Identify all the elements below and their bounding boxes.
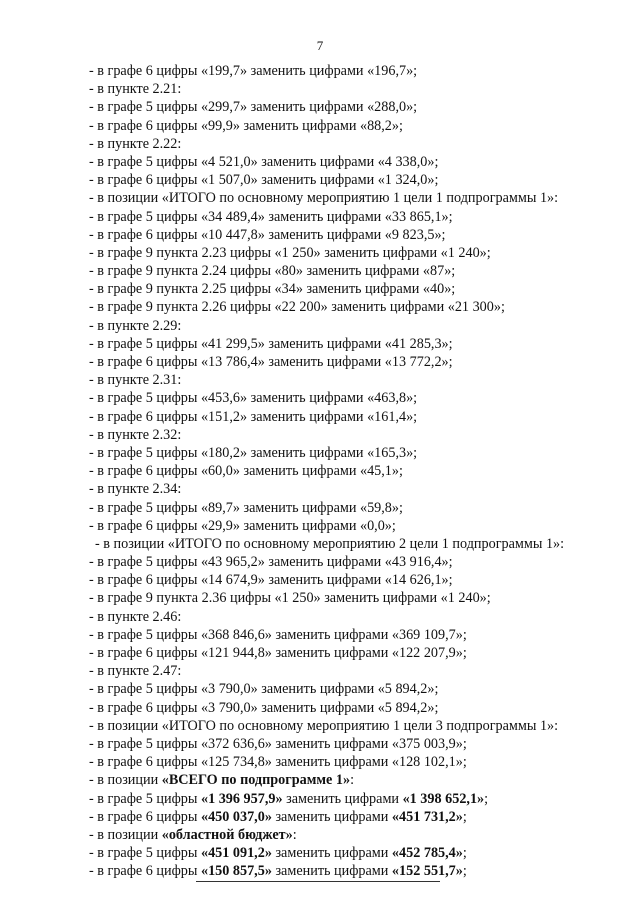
line-text: - в позиции «ИТОГО по основному мероприятию 1 цели 1 подпрограммы 1»: — [89, 190, 559, 207]
line-text: - в графе 6 цифры «14 674,9» заменить цифрами «14 626,1»; — [89, 572, 453, 589]
line-text: - в графе 6 цифры «199,7» заменить цифрами «196,7»; — [89, 63, 418, 79]
bold-figure: «ВСЕГО по подпрограмме 1» — [161, 772, 351, 789]
line-text: - в графе 6 цифры «60,0» заменить цифрами «45,1»; — [89, 463, 403, 480]
line-text: ; — [462, 845, 467, 862]
line-text: - в графе 6 цифры — [89, 808, 201, 825]
line-text: : — [350, 772, 355, 789]
line-text: - в позиции — [89, 826, 162, 843]
amendment-line — [89, 444, 599, 462]
line-text: - в графе 6 цифры «13 786,4» заменить цифрами «13 772,2»; — [89, 354, 453, 370]
bold-figure: «1 398 652,1» — [402, 790, 485, 807]
bold-figure: «152 551,7» — [391, 863, 463, 880]
amendment-line — [89, 208, 599, 226]
amendment-line — [89, 699, 599, 717]
line-text: - в графе 5 цифры «41 299,5» заменить цифрами «41 285,3»; — [89, 335, 453, 352]
line-text: - в графе 9 пункта 2.23 цифры «1 250» заменить цифрами «1 240»; — [89, 244, 491, 261]
line-text: - в графе 6 цифры «10 447,8» заменить цифрами «9 823,5»; — [89, 226, 446, 243]
amendment-line — [89, 499, 599, 517]
line-text: ; — [462, 808, 467, 825]
line-text: - в графе 6 цифры «125 734,8» заменить цифрами «128 102,1»; — [89, 754, 467, 771]
line-text: - в графе 5 цифры «372 636,6» заменить цифрами «375 003,9»; — [89, 735, 467, 752]
line-text: - в графе 6 цифры «121 944,8» заменить цифрами «122 207,9»; — [89, 645, 467, 661]
amendment-line — [89, 80, 599, 98]
line-text: - в позиции «ИТОГО по основному мероприятию 2 цели 1 подпрограммы 1»: — [95, 535, 565, 552]
line-text: - в графе 5 цифры «453,6» заменить цифрами «463,8»; — [89, 390, 418, 407]
line-text: - в графе 5 цифры «89,7» заменить цифрами «59,8»; — [89, 499, 403, 516]
line-text: - в графе 6 цифры «151,2» заменить цифрами «161,4»; — [89, 408, 418, 425]
line-text: - в графе 9 пункта 2.26 цифры «22 200» заменить цифрами «21 300»; — [89, 299, 505, 316]
line-text: - в пункте 2.21: — [89, 81, 182, 98]
line-text: - в графе 5 цифры «368 846,6» заменить цифрами «369 109,7»; — [89, 626, 467, 643]
line-text: ; — [462, 863, 467, 880]
line-text: - в графе 5 цифры «3 790,0» заменить цифрами «5 894,2»; — [89, 681, 439, 698]
line-text: - в графе 5 цифры «180,2» заменить цифрами «165,3»; — [89, 444, 418, 461]
amendment-line — [89, 862, 599, 880]
amendment-line — [89, 535, 599, 553]
line-text: - в графе 6 цифры — [89, 863, 201, 880]
line-text: заменить цифрами — [271, 808, 392, 825]
line-text: - в позиции — [89, 772, 162, 789]
line-text: - в графе 5 цифры «43 965,2» заменить цифрами «43 916,4»; — [89, 554, 453, 571]
line-text: - в графе 6 цифры «3 790,0» заменить цифрами «5 894,2»; — [89, 699, 439, 716]
line-text: - в графе 5 цифры «34 489,4» заменить цифрами «33 865,1»; — [89, 208, 453, 225]
amendment-line — [89, 262, 599, 280]
amendment-line — [89, 408, 599, 426]
bold-figure: «451 731,2» — [391, 808, 463, 825]
amendment-line — [89, 153, 599, 171]
amendment-line — [89, 808, 599, 826]
amendment-line — [89, 626, 599, 644]
line-text: - в пункте 2.32: — [89, 426, 182, 443]
line-text: - в пункте 2.47: — [89, 663, 182, 680]
amendment-line — [89, 462, 599, 480]
bold-figure: «451 091,2» — [200, 845, 272, 862]
bold-figure: «1 396 957,9» — [200, 790, 283, 807]
line-text: - в графе 5 цифры «299,7» заменить цифрами «288,0»; — [89, 99, 418, 116]
line-text: - в графе 5 цифры «4 521,0» заменить цифрами «4 338,0»; — [89, 153, 439, 170]
line-text: ; — [484, 790, 489, 807]
amendment-line — [89, 280, 599, 298]
amendment-line — [89, 680, 599, 698]
amendment-line — [89, 735, 599, 753]
amendment-line — [89, 298, 599, 316]
bold-figure: «областной бюджет» — [161, 826, 293, 843]
line-text: - в пункте 2.22: — [89, 135, 182, 152]
amendment-line — [89, 62, 599, 80]
bold-figure: «450 037,0» — [200, 808, 272, 825]
amendment-line — [89, 189, 599, 207]
line-text: - в пункте 2.31: — [89, 372, 182, 389]
amendment-line — [89, 608, 599, 626]
amendment-line — [89, 771, 599, 789]
amendment-line — [89, 717, 599, 735]
amendment-list — [89, 62, 599, 880]
line-text: заменить цифрами — [282, 790, 403, 807]
line-text: заменить цифрами — [271, 845, 392, 862]
line-text: - в графе 6 цифры «29,9» заменить цифрами «0,0»; — [89, 517, 396, 534]
amendment-line — [89, 171, 599, 189]
amendment-line — [89, 226, 599, 244]
line-text: заменить цифрами — [271, 863, 392, 880]
line-text: - в графе 9 пункта 2.36 цифры «1 250» заменить цифрами «1 240»; — [89, 590, 491, 607]
line-text: - в графе 5 цифры — [89, 790, 201, 807]
line-text: - в графе 9 пункта 2.24 цифры «80» заменить цифрами «87»; — [89, 263, 456, 280]
bold-figure: «150 857,5» — [200, 863, 272, 880]
line-text: - в графе 9 пункта 2.25 цифры «34» заменить цифрами «40»; — [89, 281, 456, 298]
bold-figure: «452 785,4» — [391, 845, 463, 862]
amendment-line — [89, 135, 599, 153]
amendment-line — [89, 317, 599, 335]
line-text: - в графе 6 цифры «99,9» заменить цифрами «88,2»; — [89, 117, 403, 134]
line-text: - в пункте 2.34: — [89, 481, 182, 498]
amendment-line — [89, 98, 599, 116]
amendment-line — [89, 480, 599, 498]
line-text: - в графе 6 цифры «1 507,0» заменить цифрами «1 324,0»; — [89, 172, 439, 189]
amendment-line — [89, 353, 599, 371]
amendment-line — [89, 826, 599, 844]
amendment-line — [89, 790, 599, 808]
amendment-line — [89, 553, 599, 571]
page-number: 7 — [316, 38, 324, 53]
line-text: - в пункте 2.46: — [89, 608, 182, 625]
amendment-line — [89, 662, 599, 680]
footer-rule — [196, 881, 440, 882]
amendment-line — [89, 517, 599, 535]
amendment-line — [89, 589, 599, 607]
line-text: - в пункте 2.29: — [89, 317, 182, 334]
amendment-line — [89, 335, 599, 353]
amendment-line — [89, 371, 599, 389]
amendment-line — [89, 644, 599, 662]
amendment-line — [89, 117, 599, 135]
line-text: - в позиции «ИТОГО по основному мероприятию 1 цели 3 подпрограммы 1»: — [89, 717, 559, 734]
amendment-line — [89, 571, 599, 589]
line-text: : — [292, 826, 297, 843]
amendment-line — [89, 244, 599, 262]
amendment-line — [89, 753, 599, 771]
amendment-line — [89, 426, 599, 444]
amendment-line — [89, 844, 599, 862]
amendment-line — [89, 389, 599, 407]
line-text: - в графе 5 цифры — [89, 845, 201, 862]
